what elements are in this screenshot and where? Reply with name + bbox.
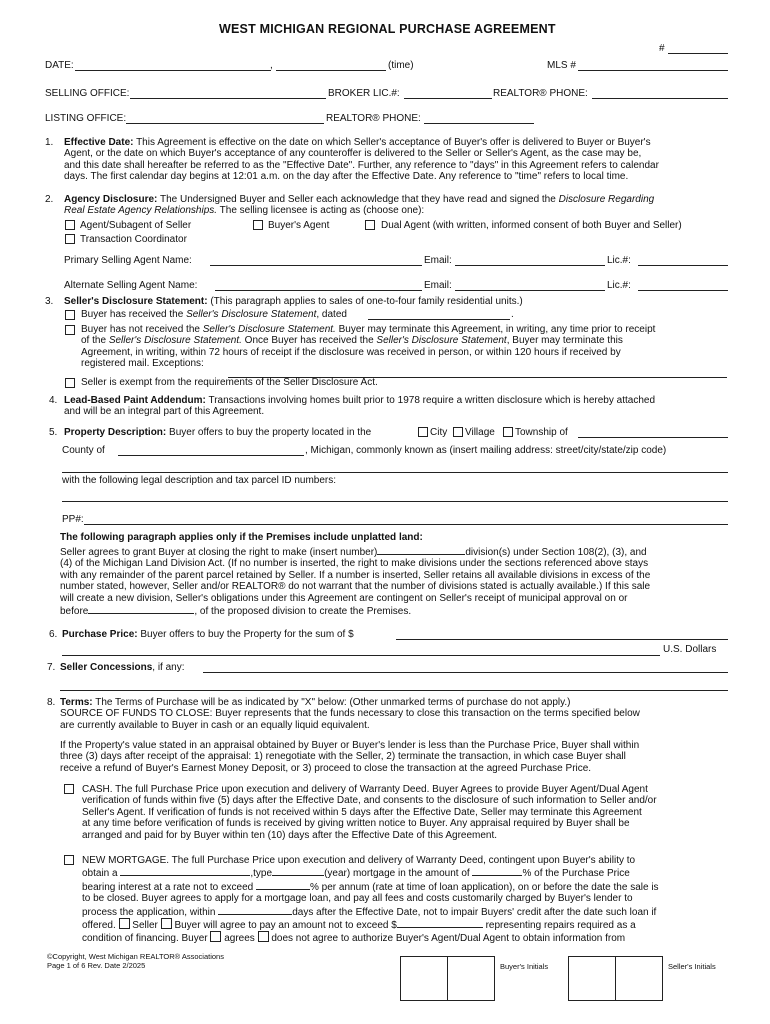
cash-checkbox[interactable]	[64, 784, 74, 794]
document-title-italic: Seller's Disclosure Statement	[376, 335, 507, 347]
mortgage-years-field[interactable]	[272, 866, 324, 876]
alternate-email-label: Email:	[424, 280, 452, 291]
disclosure-received-checkbox[interactable]	[65, 310, 75, 320]
paragraph-text: will create a new division, Seller's obligations under this Agreement are contingent on Seller's receipt of municipal approval on or	[60, 592, 628, 604]
paragraph-text: Buyer may terminate this Agreement, in writing, any time prior to receipt	[338, 324, 656, 335]
mls-field[interactable]	[578, 70, 728, 71]
primary-lic-label: Lic.#:	[607, 255, 631, 266]
paragraph-text: The Terms of Purchase will be as indicated by "X" below: (Other unmarked terms of purchase do not apply.)	[95, 697, 571, 708]
section-seller-concessions	[60, 662, 185, 674]
primary-email-field[interactable]	[455, 265, 605, 266]
application-days-field[interactable]	[218, 905, 292, 915]
buyers-initials-label: Buyer's Initials	[500, 962, 549, 971]
county-field[interactable]	[118, 455, 304, 456]
paragraph-text: with any remainder of the parent parcel retained by Seller. If a number is inserted, Seller retains all available divisions in excess of the	[60, 569, 651, 581]
agreement-number-field[interactable]	[668, 53, 728, 54]
broker-lic-label: BROKER LIC.#:	[328, 88, 400, 99]
property-address-field[interactable]	[62, 472, 728, 473]
alternate-agent-label: Alternate Selling Agent Name:	[64, 280, 198, 291]
purchase-price-field[interactable]	[396, 639, 728, 640]
paragraph-text: three (3) days after receipt of the appraisal: 1) renegotiate with the Seller, 2) terminate the transaction, in which case Buyer shall	[60, 751, 626, 763]
parcel-id-field[interactable]	[84, 524, 728, 525]
paragraph-text: Once Buyer has received the	[244, 335, 374, 347]
paragraph-text: Buyer offers to buy the Property for the sum of $	[140, 629, 354, 640]
section-heading: Purchase Price:	[62, 629, 138, 640]
page-number: Page 1 of 6 Rev. Date 2/2025	[47, 961, 146, 970]
paragraph-text: This Agreement is effective on the date on which Seller's acceptance of Buyer's offer is delivered to Buyer or Buyer's	[136, 137, 651, 148]
section-heading: Terms:	[60, 697, 93, 708]
village-checkbox[interactable]	[453, 427, 463, 437]
unplatted-paragraph	[60, 545, 728, 617]
paragraph-text: and this date shall hereafter be referred to as the "Effective Date". Further, any reference to "days" in this Agreement refers to calendar	[64, 159, 659, 171]
paragraph-text: agrees	[224, 933, 255, 945]
village-label: Village	[465, 427, 495, 438]
section-heading: Lead-Based Paint Addendum:	[64, 395, 206, 406]
transaction-coordinator-label: Transaction Coordinator	[80, 234, 187, 245]
appraisal-paragraph	[60, 740, 728, 774]
municipality-field[interactable]	[578, 437, 728, 438]
time-label: (time)	[388, 60, 414, 71]
paragraph-text: Seller	[132, 920, 158, 932]
section-heading: Seller Concessions	[60, 662, 153, 673]
broker-lic-field[interactable]	[404, 98, 492, 99]
paragraph-text: representing repairs required as a	[485, 920, 636, 932]
paragraph-text: Seller's Agent. If verification of funds is not received within 5 days after the Effective Date, Seller may terminate this Agreement	[82, 806, 642, 818]
document-title-italic: Seller's Disclosure Statement	[186, 309, 317, 320]
buyers-agent-checkbox[interactable]	[253, 220, 263, 230]
repair-amount-field[interactable]	[397, 918, 483, 928]
section-number: 3.	[45, 296, 54, 307]
us-dollars-label: U.S. Dollars	[663, 644, 717, 655]
period: .	[511, 309, 514, 320]
paragraph-text: % per annum (rate at time of loan application), on or before the date the sale is	[310, 881, 659, 893]
loan-type-field[interactable]	[120, 866, 250, 876]
paragraph-text: bearing interest at a rate not to exceed	[82, 881, 254, 893]
paragraph-text: CASH. The full Purchase Price upon execution and delivery of Warranty Deed. Buyer Agrees to provide Buyer Agent/Dual Agent	[82, 784, 648, 795]
mls-label: MLS #	[547, 60, 576, 71]
buyer-does-not-agree-checkbox[interactable]	[258, 931, 269, 942]
township-label: Township of	[515, 427, 568, 438]
new-mortgage-checkbox[interactable]	[64, 855, 74, 865]
paragraph-text: arranged and paid for by Buyer within ten (10) days after the Effective Date of this Agreement.	[82, 829, 498, 841]
section-lead-paint	[64, 395, 726, 418]
section-heading: Effective Date:	[64, 137, 134, 148]
paragraph-text: offered.	[82, 920, 116, 932]
buyer-initials-box-2[interactable]	[447, 956, 495, 1001]
agent-subagent-label: Agent/Subagent of Seller	[80, 220, 192, 231]
paragraph-text: at any time before verification of funds is received by giving written notice to Buyer. Any appraisal required by Buyer shall be	[82, 818, 630, 830]
date-comma: ,	[270, 60, 273, 71]
realtor-phone-field[interactable]	[592, 98, 728, 99]
paragraph-text: days after the Effective Date, not to impair Buyers' credit after the date such loan if	[292, 906, 657, 918]
township-checkbox[interactable]	[503, 427, 513, 437]
section-number: 4.	[49, 395, 58, 406]
buyer-agrees-checkbox[interactable]	[210, 931, 221, 942]
paragraph-text: Transactions involving homes built prior to 1978 require a written disclosure which is hereby attached	[208, 395, 656, 406]
paragraph-text: days. The first calendar day begins at 12:01 a.m. on the day after the Effective Date. Any reference to "time" refers to local time.	[64, 171, 629, 183]
buyer-initials-box-1[interactable]	[400, 956, 448, 1001]
city-checkbox[interactable]	[418, 427, 428, 437]
paragraph-text: (4) of the Michigan Land Division Act. (If no number is inserted, the right to make divisions under the sections referenced above stays	[60, 558, 649, 570]
listing-realtor-phone-field[interactable]	[424, 123, 534, 124]
listing-realtor-phone-label: REALTOR® PHONE:	[326, 113, 421, 124]
approval-date-field[interactable]	[88, 604, 194, 614]
disclosure-received-text	[81, 309, 347, 321]
paragraph-text: Buyer has not received the	[81, 324, 200, 335]
paragraph-text: % of the Purchase Price	[522, 868, 630, 880]
dual-agent-label: Dual Agent (with written, informed consent of both Buyer and Seller)	[381, 220, 682, 231]
paragraph-text: number stated, however, Seller and/or REALTOR® do not warrant that the number of divisions stated is actually available.) If this sale	[60, 581, 651, 593]
section-number: 1.	[45, 137, 54, 148]
paragraph-text: are currently available to Buyer in cash or an equally liquid equivalent.	[60, 719, 370, 731]
seller-initials-box-1[interactable]	[568, 956, 616, 1001]
paragraph-text: SOURCE OF FUNDS TO CLOSE: Buyer represents that the funds necessary to close this transaction on the terms specified below	[60, 708, 640, 720]
cash-option-text	[82, 784, 727, 841]
paragraph-text: Buyer has received the	[81, 309, 184, 320]
legal-description-field[interactable]	[62, 501, 728, 502]
seller-exempt-checkbox[interactable]	[65, 378, 75, 388]
paragraph-text: process the application, within	[82, 906, 216, 918]
primary-agent-field[interactable]	[210, 265, 422, 266]
sellers-initials-label: Seller's Initials	[668, 962, 716, 971]
transaction-coordinator-checkbox[interactable]	[65, 234, 75, 244]
seller-repair-checkbox[interactable]	[119, 918, 130, 929]
paragraph-text: Agreement, in writing, within 72 hours of receipt if the disclosure was received in person, or within 120 hours if received by	[81, 346, 621, 358]
section-number: 5.	[49, 427, 58, 438]
paragraph-text: of the	[81, 335, 107, 347]
alternate-lic-field[interactable]	[638, 290, 728, 291]
agreement-number-label: #	[659, 43, 665, 54]
section-purchase-price	[62, 629, 354, 641]
mortgage-percent-field[interactable]	[472, 866, 522, 876]
city-label: City	[430, 427, 448, 438]
paragraph-text: obtain a	[82, 868, 118, 880]
section-heading: Seller's Disclosure Statement:	[64, 296, 208, 307]
selling-office-label: SELLING OFFICE:	[45, 88, 130, 99]
section-number: 7.	[47, 662, 56, 673]
legal-description-label: with the following legal description and tax parcel ID numbers:	[62, 475, 337, 486]
selling-office-field[interactable]	[130, 98, 326, 99]
dual-agent-checkbox[interactable]	[365, 220, 375, 230]
paragraph-text: , Buyer may terminate this	[506, 335, 623, 347]
paragraph-text: NEW MORTGAGE. The full Purchase Price upon execution and delivery of Warranty Deed, contingent upon Buyer's ability to	[82, 855, 636, 866]
paragraph-text: Buyer will agree to pay an amount not to exceed $	[174, 920, 397, 932]
section-number: 8.	[47, 697, 56, 708]
document-title-italic: Seller's Disclosure Statement.	[108, 335, 242, 347]
paragraph-text: registered mail. Exceptions:	[81, 358, 204, 370]
paragraph-text: , dated	[316, 309, 347, 320]
alternate-agent-field[interactable]	[215, 290, 422, 291]
alternate-email-field[interactable]	[455, 290, 605, 291]
section-effective-date	[64, 137, 726, 183]
paragraph-text: If the Property's value stated in an appraisal obtained by Buyer or Buyer's lender is less than the Purchase Price, Buyer shall within	[60, 740, 640, 751]
disclosure-not-received-checkbox[interactable]	[65, 325, 75, 335]
section-heading: Agency Disclosure:	[64, 194, 158, 205]
paragraph-text: does not agree to authorize Buyer's Agent/Dual Agent to obtain information from	[271, 933, 626, 945]
section-number: 2.	[45, 194, 54, 205]
primary-agent-label: Primary Selling Agent Name:	[64, 255, 192, 266]
paragraph-text: and will be an integral part of this Agreement.	[64, 406, 265, 418]
section-agency-disclosure	[64, 194, 728, 217]
seller-exempt-label: Seller is exempt from the requirements of the Seller Disclosure Act.	[81, 377, 378, 388]
primary-email-label: Email:	[424, 255, 452, 266]
paragraph-text: The Undersigned Buyer and Seller each acknowledge that they have read and signed the	[159, 194, 556, 205]
realtor-phone-label: REALTOR® PHONE:	[493, 88, 588, 99]
county-rest-text: , Michigan, commonly known as (insert mailing address: street/city/state/zip code)	[305, 445, 667, 456]
paragraph-text: (This paragraph applies to sales of one-to-four family residential units.)	[210, 296, 523, 307]
paragraph-text: The selling licensee is acting as (choose one):	[219, 205, 425, 217]
paragraph-text: ,type	[250, 868, 273, 880]
agent-subagent-checkbox[interactable]	[65, 220, 75, 230]
document-title: WEST MICHIGAN REGIONAL PURCHASE AGREEMENT	[219, 22, 556, 36]
document-title-italic: Disclosure Regarding	[558, 194, 655, 205]
new-mortgage-option-text	[82, 855, 727, 945]
section-heading: Property Description:	[64, 427, 167, 438]
copyright-notice: ©Copyright, West Michigan REALTOR® Associations	[47, 952, 224, 961]
listing-office-field[interactable]	[126, 123, 324, 124]
seller-initials-box-2[interactable]	[615, 956, 663, 1001]
paragraph-text: verification of funds within five (5) days after the Effective Date, and consents to the disclosure of such information to Seller and/or	[82, 795, 657, 807]
disclosure-not-received-text	[81, 324, 727, 370]
date-label: DATE:	[45, 60, 74, 71]
paragraph-text: , of the proposed division to create the Premises.	[194, 606, 412, 618]
alternate-lic-label: Lic.#:	[607, 280, 631, 291]
paragraph-text: before	[60, 606, 89, 618]
section-sellers-disclosure	[64, 296, 523, 308]
divisions-number-field[interactable]	[377, 545, 465, 555]
document-title-italic: Real Estate Agency Relationships.	[64, 205, 218, 217]
paragraph-text: condition of financing. Buyer	[82, 933, 208, 945]
parcel-id-label: PP#:	[62, 514, 84, 525]
section-number: 6.	[49, 629, 58, 640]
section-terms	[60, 697, 728, 731]
paragraph-text: Buyer offers to buy the property located in the	[169, 427, 372, 438]
primary-lic-field[interactable]	[638, 265, 728, 266]
paragraph-text: to be closed. Buyer agrees to apply for a mortgage loan, and pay all fees and costs customarily charged by Buyer's lender to	[82, 893, 633, 905]
listing-office-label: LISTING OFFICE:	[45, 113, 127, 124]
paragraph-text: , if any:	[152, 662, 185, 673]
seller-concessions-field[interactable]	[203, 672, 728, 673]
paragraph-text: division(s) under Section 108(2), (3), and	[465, 547, 647, 558]
paragraph-text: Agent, or the date on which Buyer's acceptance of any counteroffer is delivered to the Seller or Seller's Agent, as the case may be,	[64, 148, 642, 160]
paragraph-text: receive a refund of Buyer's Earnest Money Deposit, or 3) proceed to close the transaction at the agreed Purchase Price.	[60, 762, 592, 774]
interest-rate-field[interactable]	[256, 880, 310, 890]
paragraph-text: (year) mortgage in the amount of	[324, 868, 470, 880]
time-field[interactable]	[276, 70, 386, 71]
buyers-agent-label: Buyer's Agent	[268, 220, 330, 231]
disclosure-date-field[interactable]	[368, 319, 510, 320]
date-field[interactable]	[75, 70, 271, 71]
buyer-repair-checkbox[interactable]	[161, 918, 172, 929]
paragraph-text: Seller agrees to grant Buyer at closing the right to make (insert number)	[60, 547, 378, 558]
document-title-italic: Seller's Disclosure Statement.	[202, 324, 336, 335]
section-property-description	[64, 427, 371, 439]
purchase-price-words-field[interactable]	[62, 655, 660, 656]
seller-concessions-field-2[interactable]	[60, 690, 728, 691]
unplatted-heading: The following paragraph applies only if the Premises include unplatted land:	[60, 532, 423, 543]
county-label: County of	[62, 445, 105, 456]
